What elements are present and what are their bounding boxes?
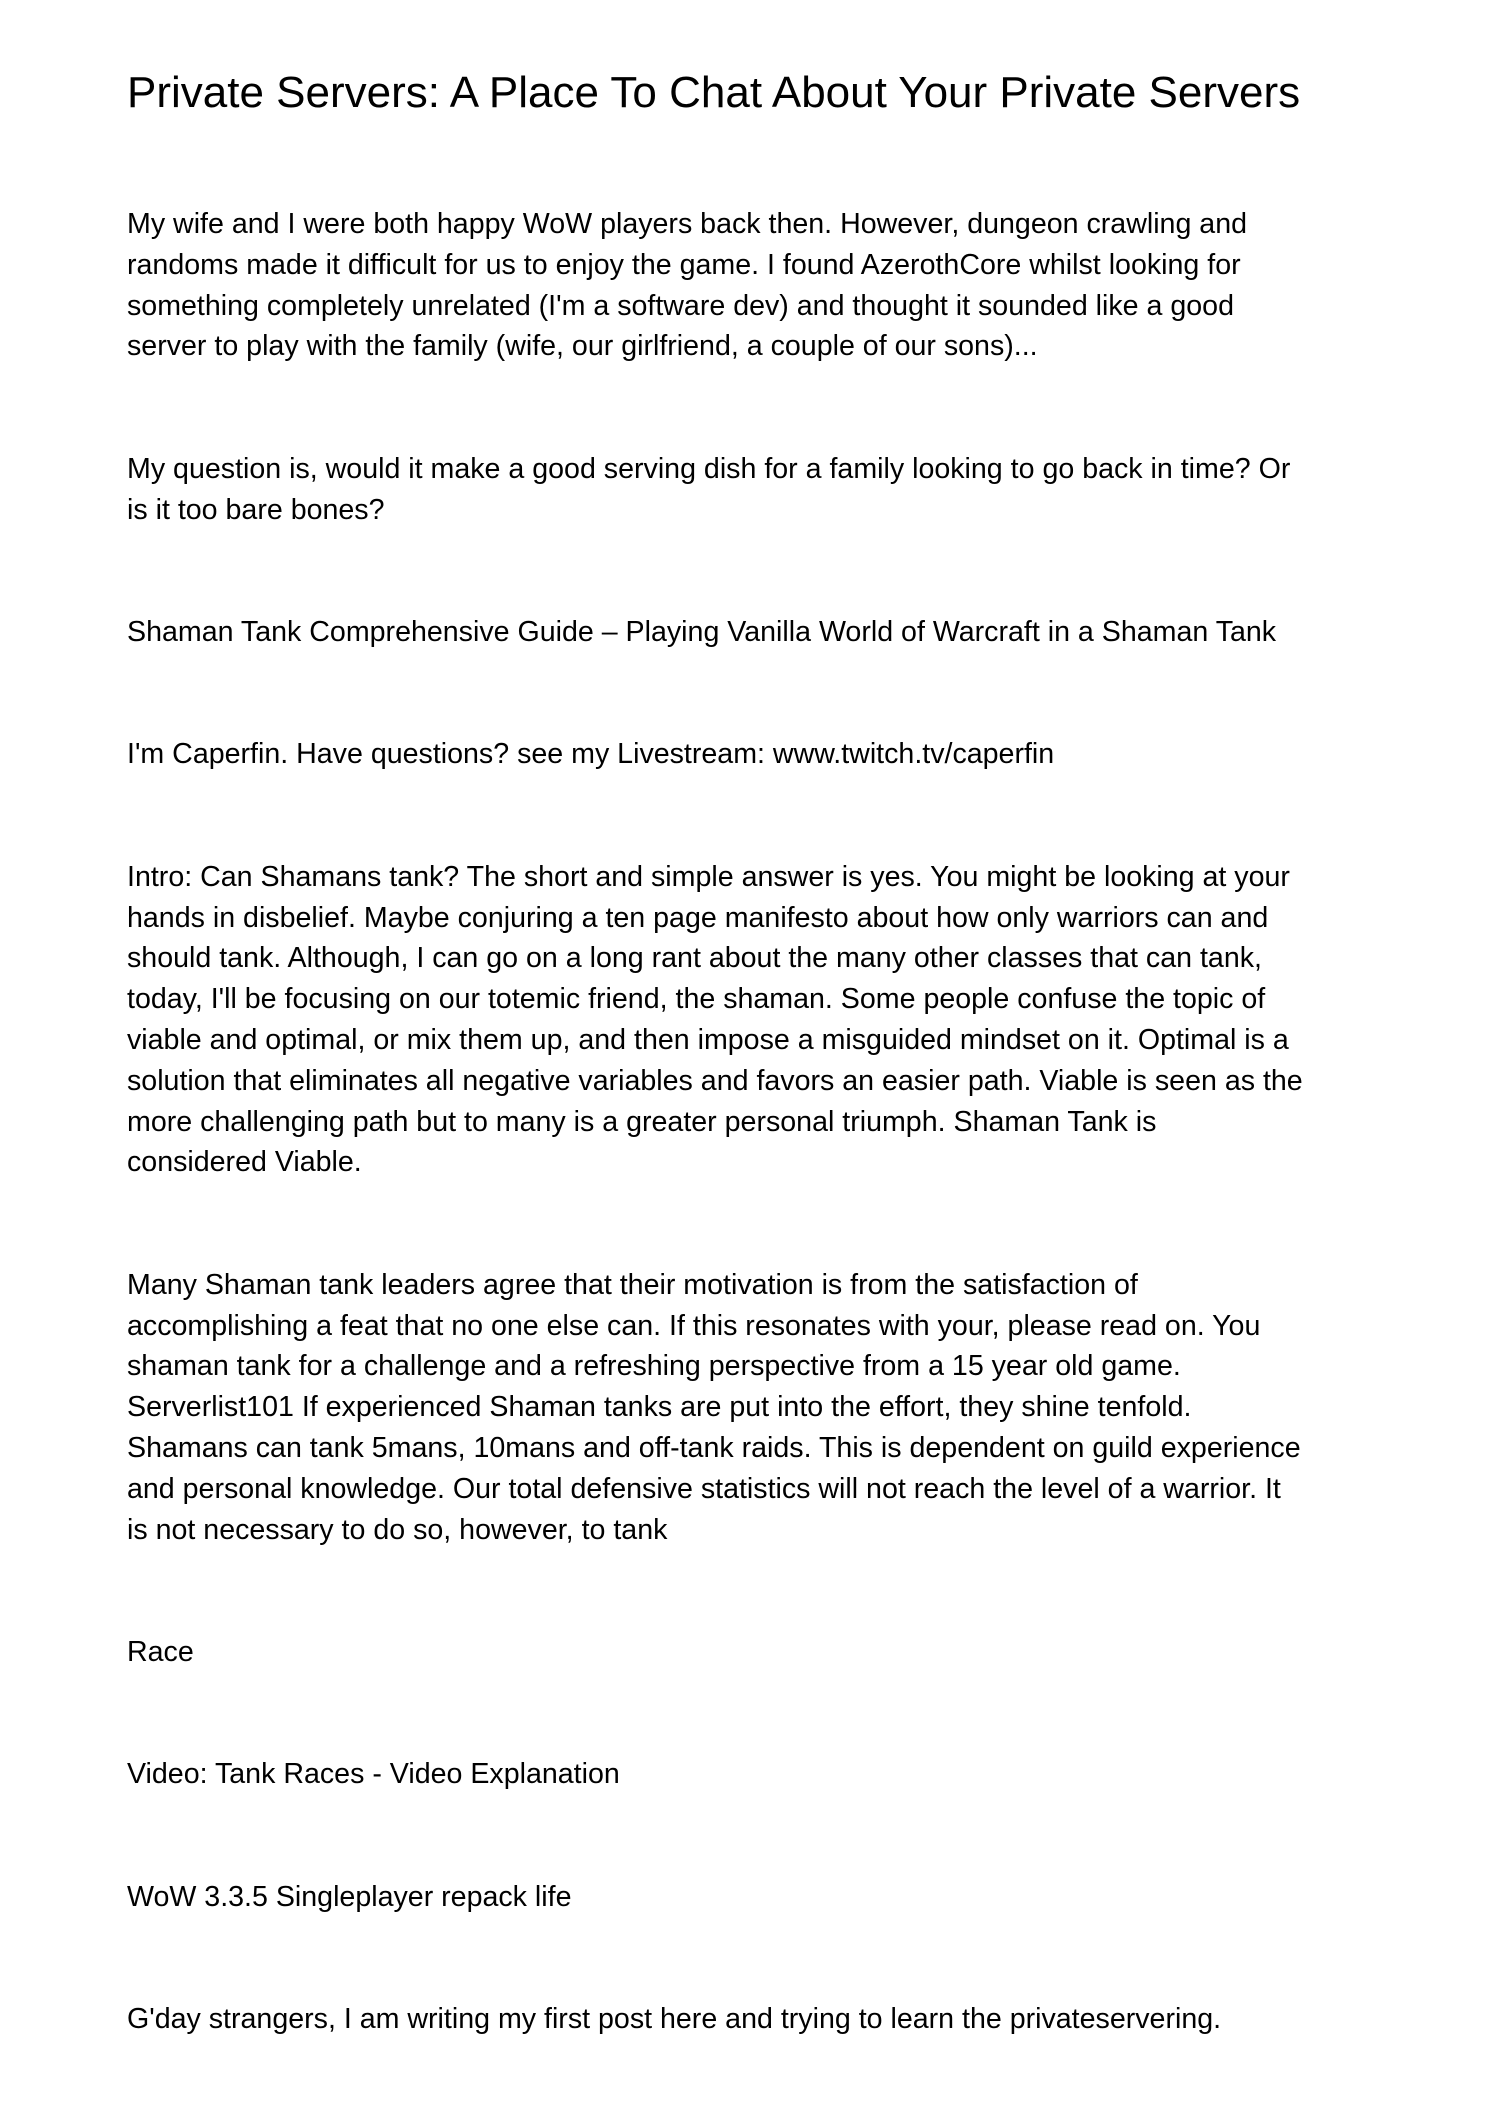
text-line: Many Shaman tank leaders agree that their motivation is from the satisfaction of <box>127 1268 1138 1301</box>
paragraph <box>127 612 1427 653</box>
page-title: Private Servers: A Place To Chat About Your Private Servers <box>127 68 1301 117</box>
text-line: Race <box>127 1635 194 1668</box>
text-line: considered Viable. <box>127 1146 362 1179</box>
text-line: should tank. Although, I can go on a long rant about the many other classes that can tank, <box>127 942 1262 975</box>
paragraph <box>127 1877 1427 1918</box>
text-line: WoW 3.3.5 Singleplayer repack life <box>127 1880 572 1913</box>
paragraph <box>127 1754 1427 1795</box>
text-line: something completely unrelated (I'm a software dev) and thought it sounded like a good <box>127 289 1234 322</box>
text-line: server to play with the family (wife, our girlfriend, a couple of our sons)... <box>127 330 1038 363</box>
text-line: My question is, would it make a good serving dish for a family looking to go back in time? Or <box>127 452 1291 485</box>
paragraph <box>127 1265 1427 1551</box>
article-body <box>127 204 1427 2121</box>
text-line: Shamans can tank 5mans, 10mans and off-tank raids. This is dependent on guild experience <box>127 1431 1301 1464</box>
paragraph <box>127 449 1427 531</box>
text-line: Intro: Can Shamans tank? The short and simple answer is yes. You might be looking at your <box>127 860 1290 893</box>
text-line: hands in disbelief. Maybe conjuring a ten page manifesto about how only warriors can and <box>127 901 1269 934</box>
text-line: accomplishing a feat that no one else can. If this resonates with your, please read on. You <box>127 1309 1261 1342</box>
paragraph <box>127 204 1427 367</box>
text-line: is not necessary to do so, however, to tank <box>127 1513 668 1546</box>
text-line: more challenging path but to many is a greater personal triumph. Shaman Tank is <box>127 1105 1157 1138</box>
text-line: viable and optimal, or mix them up, and then impose a misguided mindset on it. Optimal is a <box>127 1023 1289 1056</box>
text-line: and personal knowledge. Our total defensive statistics will not reach the level of a warrior. It <box>127 1472 1281 1505</box>
text-line: randoms made it difficult for us to enjoy the game. I found AzerothCore whilst looking for <box>127 248 1241 281</box>
text-line: Video: Tank Races - Video Explanation <box>127 1758 620 1791</box>
text-line: is it too bare bones? <box>127 493 385 526</box>
text-line: Shaman Tank Comprehensive Guide – Playing Vanilla World of Warcraft in a Shaman Tank <box>127 615 1277 648</box>
text-line: My wife and I were both happy WoW players back then. However, dungeon crawling and <box>127 208 1248 240</box>
text-line: I'm Caperfin. Have questions? see my Livestream: www.twitch.tv/caperfin <box>127 738 1055 771</box>
paragraph <box>127 1999 1427 2040</box>
text-line: shaman tank for a challenge and a refreshing perspective from a 15 year old game. <box>127 1350 1181 1383</box>
text-line: G'day strangers, I am writing my first post here and trying to learn the privateservering. <box>127 2003 1222 2036</box>
text-line: Serverlist101 If experienced Shaman tanks are put into the effort, they shine tenfold. <box>127 1391 1192 1424</box>
paragraph <box>127 857 1427 1183</box>
paragraph <box>127 1632 1427 1673</box>
paragraph <box>127 734 1427 775</box>
text-line: today, I'll be focusing on our totemic friend, the shaman. Some people confuse the topic of <box>127 983 1266 1016</box>
text-line: solution that eliminates all negative variables and favors an easier path. Viable is seen as the <box>127 1064 1303 1097</box>
